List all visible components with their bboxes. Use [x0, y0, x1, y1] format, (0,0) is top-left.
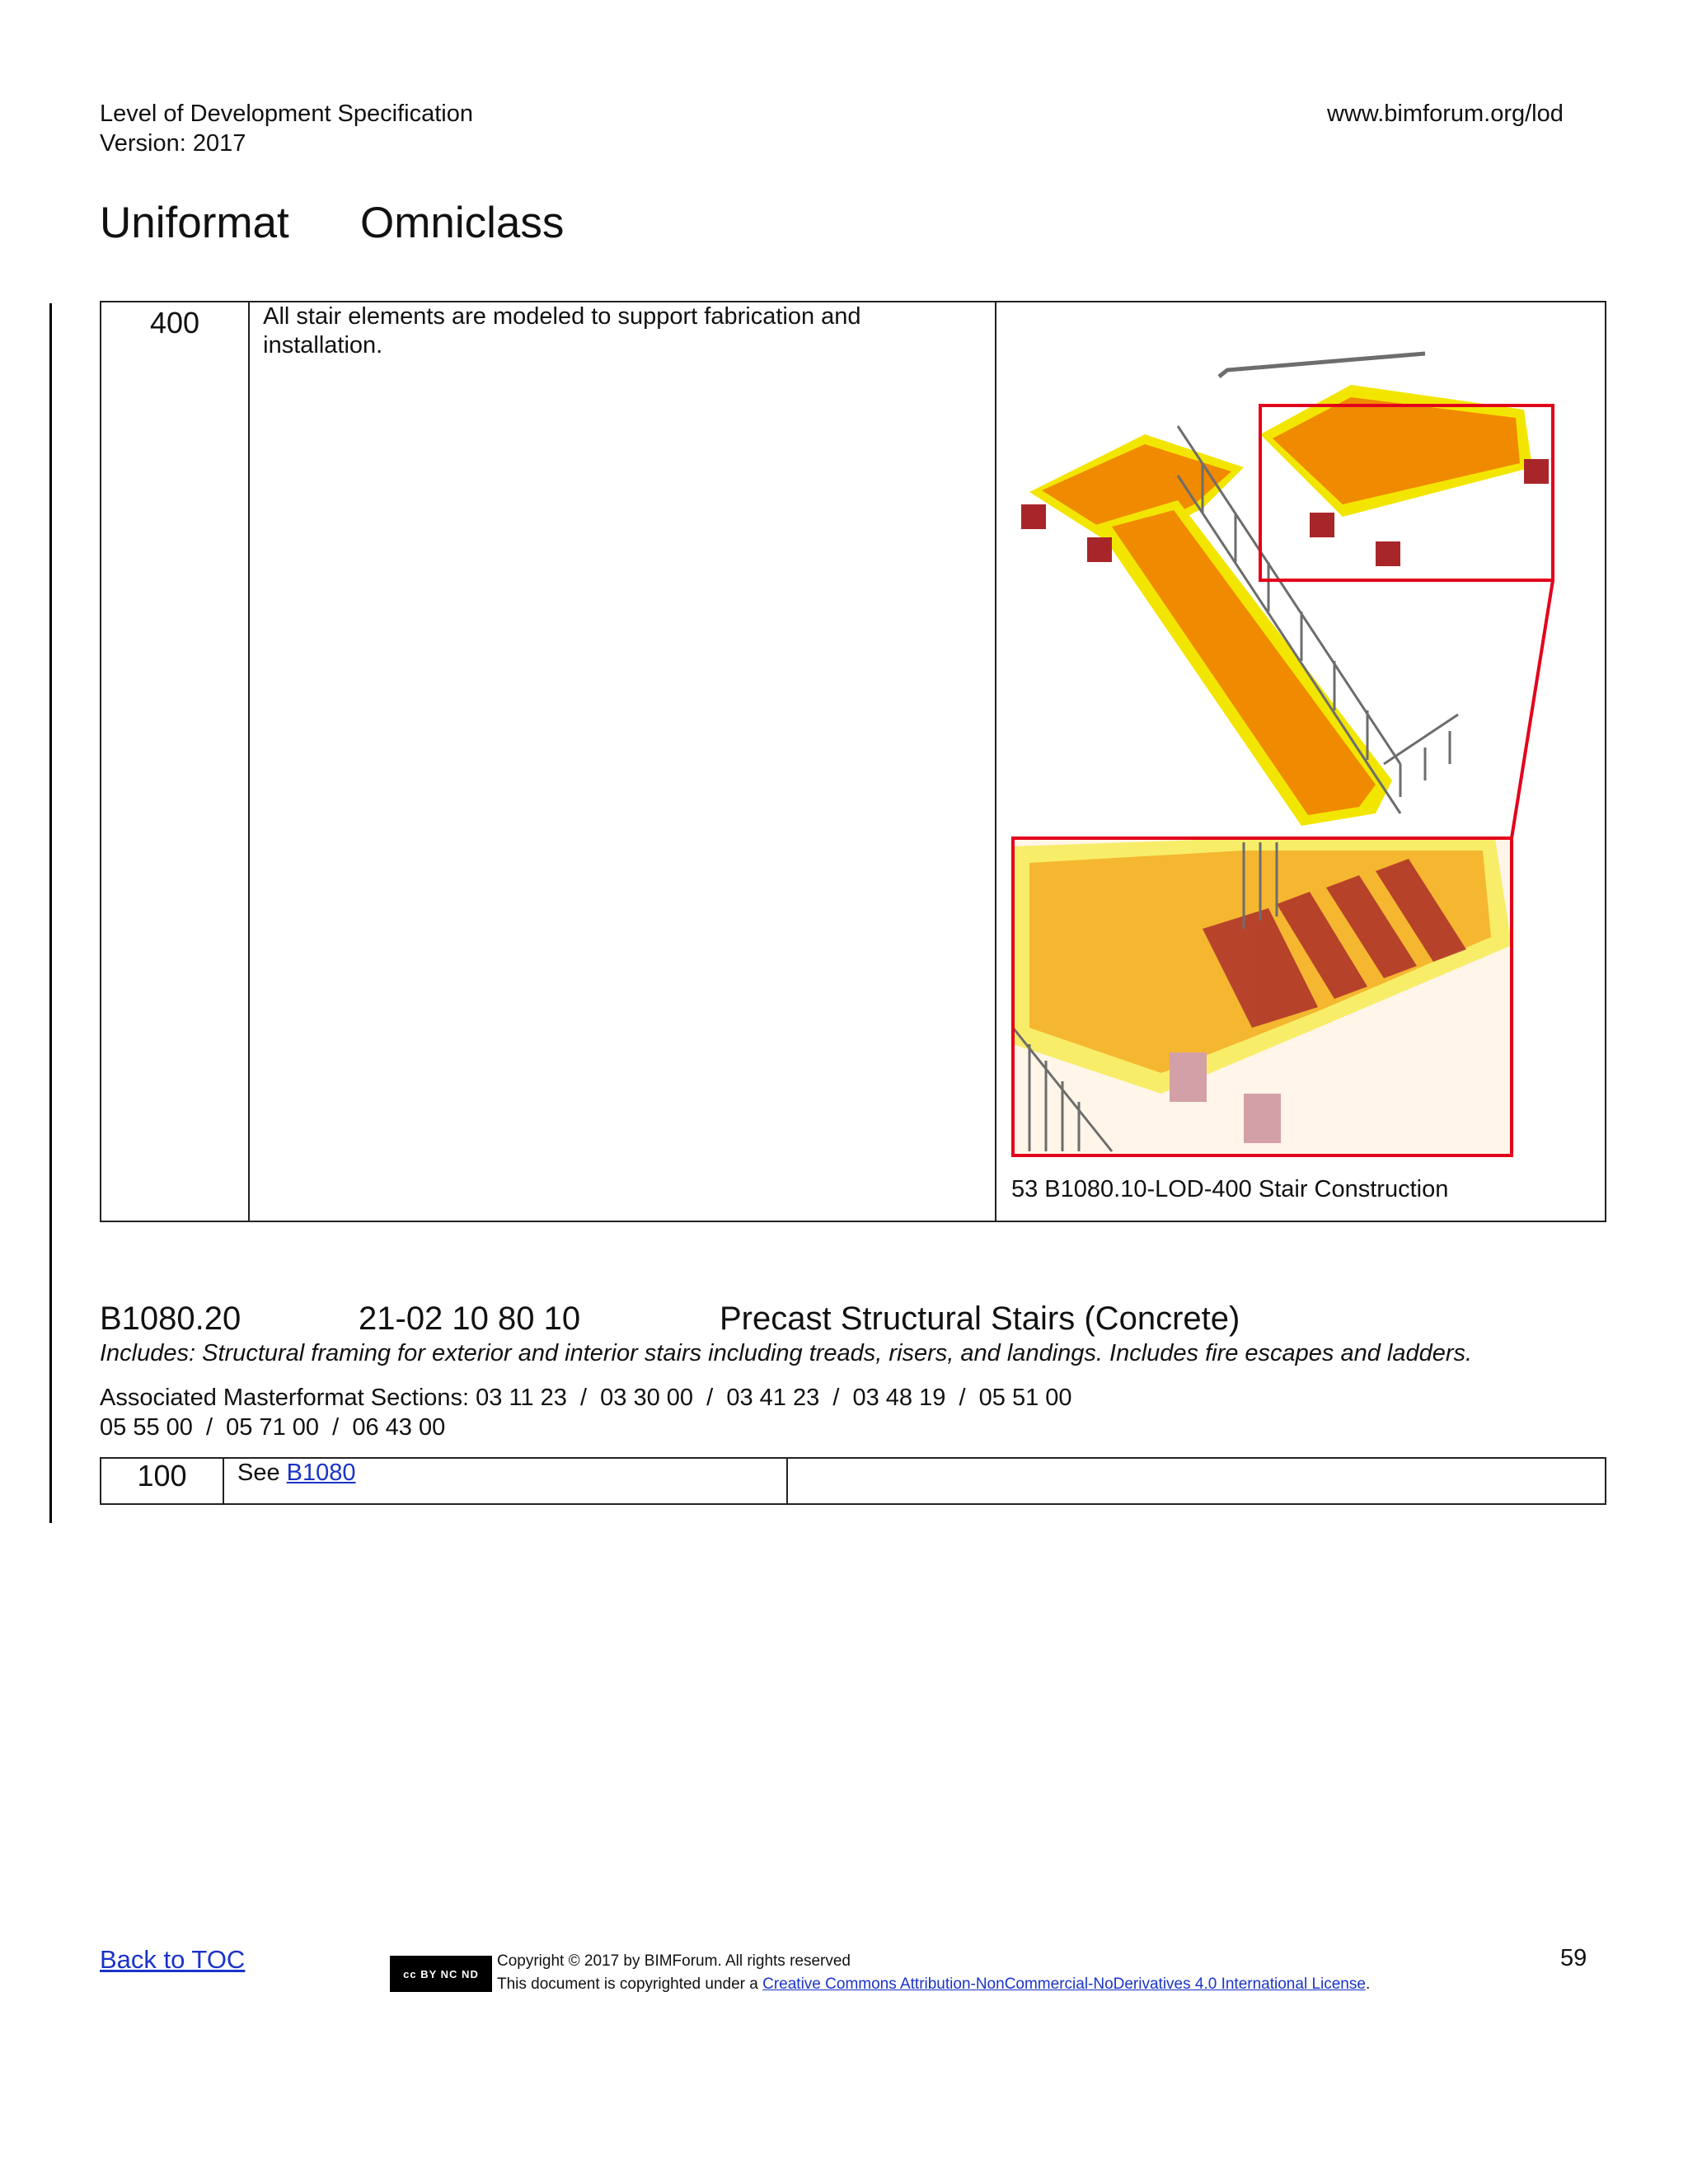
- document-title: Level of Development Specification: [100, 101, 473, 127]
- detail-embed-plate: [1170, 1052, 1207, 1102]
- b1080-link[interactable]: B1080: [286, 1460, 356, 1486]
- license-line: [497, 1973, 1370, 1996]
- header-url: www.bimforum.org/lod: [1327, 101, 1564, 127]
- change-bar: [49, 303, 52, 1523]
- stair-construction-figure: [996, 302, 1605, 1176]
- embed-plate: [1376, 541, 1400, 566]
- document-version: Version: 2017: [100, 130, 246, 157]
- copyright-line: Copyright © 2017 by BIMForum. All rights reserved: [497, 1952, 851, 1970]
- lod-level-400: 400: [101, 302, 249, 1221]
- landing-detail-zoom: [1013, 838, 1512, 1155]
- embed-plate: [1087, 537, 1112, 562]
- embed-plate: [1310, 513, 1334, 537]
- callout-leader-line: [1512, 580, 1553, 838]
- cc-badge-text: cc BY NC ND: [403, 1967, 479, 1980]
- figure-caption: 53 B1080.10-LOD-400 Stair Construction: [1010, 1176, 1449, 1202]
- lod-400-table: [100, 301, 1606, 1222]
- lod-100-table: [100, 1457, 1606, 1505]
- page-number: 59: [1560, 1945, 1587, 1971]
- lod-400-description-text: All stair elements are modeled to support fabrication and installation.: [263, 303, 861, 359]
- uniformat-code: B1080.20: [100, 1301, 241, 1337]
- top-handrail: [1219, 354, 1425, 377]
- back-to-toc-link[interactable]: Back to TOC: [100, 1945, 246, 1974]
- license-prefix: This document is copyrighted under a: [497, 1975, 763, 1993]
- lower-railing: [1384, 715, 1458, 797]
- masterformat-sections-line2: 05 55 00 / 05 71 00 / 06 43 00: [100, 1414, 446, 1441]
- masterformat-sections-line1: Associated Masterformat Sections: 03 11 23 / 03 30 00 / 03 41 23 / 03 48 19 / 05 51 00: [100, 1385, 1072, 1411]
- uniformat-heading: Uniformat: [100, 199, 289, 247]
- element-includes: Includes: Structural framing for exterior and interior stairs including treads, risers, and landings. Includes fire escapes and ladders.: [100, 1340, 1473, 1366]
- element-name: Precast Structural Stairs (Concrete): [720, 1301, 1240, 1337]
- embed-plate: [1524, 459, 1549, 484]
- see-prefix: See: [237, 1460, 287, 1486]
- lod-100-figure-cell: [787, 1458, 1606, 1504]
- lod-400-figure-cell: [996, 302, 1606, 1221]
- lod-100-description: [223, 1458, 787, 1504]
- embed-plate: [1021, 504, 1046, 529]
- stair-model-overview: [1021, 354, 1549, 826]
- lod-level-100: 100: [101, 1458, 223, 1504]
- creative-commons-badge: [390, 1956, 492, 1992]
- stair-flight-treads: [1112, 510, 1376, 815]
- omniclass-code: 21-02 10 80 10: [359, 1301, 581, 1337]
- detail-embed-plate: [1244, 1094, 1281, 1143]
- omniclass-heading: Omniclass: [360, 199, 565, 247]
- lod-400-description: [249, 302, 996, 1221]
- license-suffix: .: [1365, 1975, 1371, 1993]
- license-link[interactable]: Creative Commons Attribution-NonCommercial-NoDerivatives 4.0 International License: [762, 1975, 1366, 1993]
